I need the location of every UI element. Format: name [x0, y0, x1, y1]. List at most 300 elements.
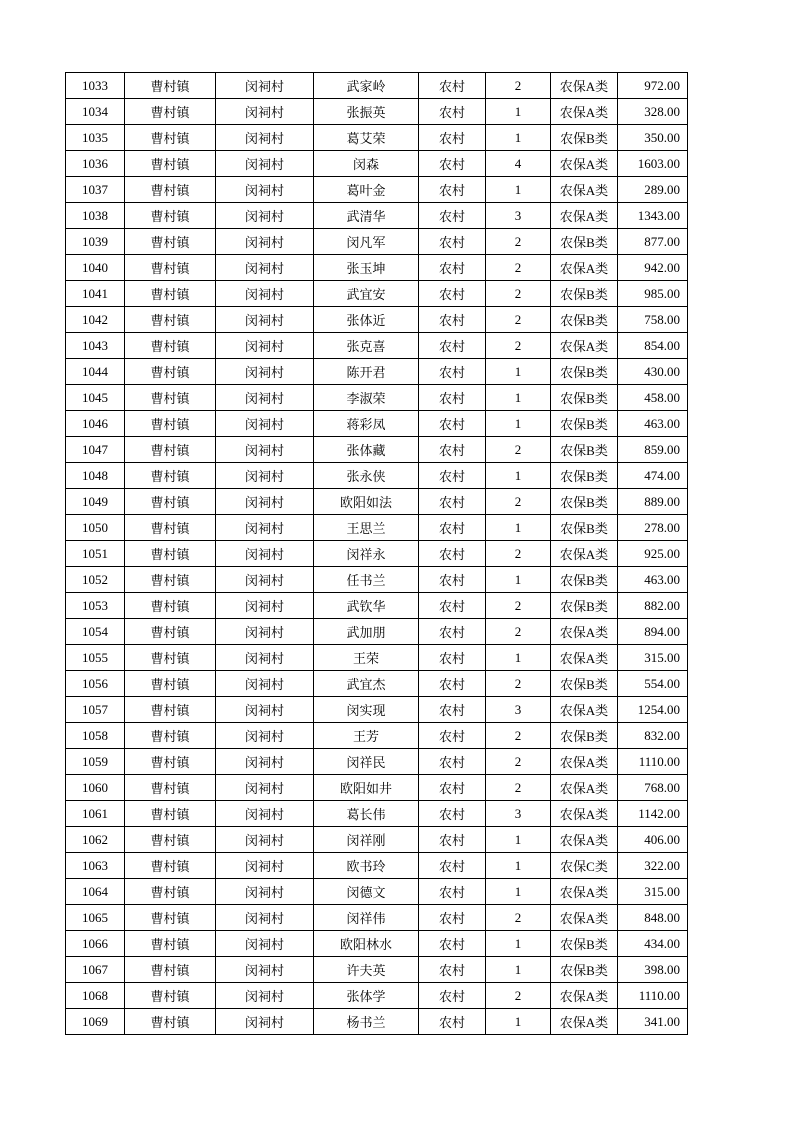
cell-town: 曹村镇: [125, 333, 216, 359]
cell-name: 武清华: [314, 203, 419, 229]
cell-name: 武家岭: [314, 73, 419, 99]
cell-id: 1068: [66, 983, 125, 1009]
table-row: [66, 775, 688, 801]
cell-town: 曹村镇: [125, 281, 216, 307]
cell-village: 闵祠村: [216, 177, 314, 203]
cell-amount: 882.00: [618, 593, 688, 619]
cell-village: 闵祠村: [216, 983, 314, 1009]
table-row: [66, 593, 688, 619]
cell-amount: 972.00: [618, 73, 688, 99]
cell-id: 1051: [66, 541, 125, 567]
cell-town: 曹村镇: [125, 905, 216, 931]
table-row: [66, 645, 688, 671]
cell-town: 曹村镇: [125, 411, 216, 437]
cell-type: 农村: [419, 125, 486, 151]
cell-name: 葛艾荣: [314, 125, 419, 151]
cell-amount: 758.00: [618, 307, 688, 333]
cell-amount: 278.00: [618, 515, 688, 541]
cell-town: 曹村镇: [125, 151, 216, 177]
cell-category: 农保A类: [551, 827, 618, 853]
cell-count: 1: [486, 645, 551, 671]
cell-amount: 985.00: [618, 281, 688, 307]
cell-category: 农保A类: [551, 905, 618, 931]
cell-type: 农村: [419, 385, 486, 411]
cell-count: 1: [486, 411, 551, 437]
table-row: [66, 281, 688, 307]
cell-count: 2: [486, 255, 551, 281]
cell-town: 曹村镇: [125, 593, 216, 619]
cell-count: 2: [486, 281, 551, 307]
table-row: [66, 177, 688, 203]
cell-id: 1045: [66, 385, 125, 411]
cell-category: 农保A类: [551, 99, 618, 125]
cell-id: 1061: [66, 801, 125, 827]
cell-amount: 1142.00: [618, 801, 688, 827]
cell-count: 2: [486, 229, 551, 255]
cell-count: 2: [486, 73, 551, 99]
cell-village: 闵祠村: [216, 359, 314, 385]
table-row: [66, 931, 688, 957]
cell-type: 农村: [419, 905, 486, 931]
cell-id: 1056: [66, 671, 125, 697]
cell-name: 王芳: [314, 723, 419, 749]
cell-id: 1039: [66, 229, 125, 255]
cell-type: 农村: [419, 515, 486, 541]
cell-type: 农村: [419, 99, 486, 125]
cell-town: 曹村镇: [125, 203, 216, 229]
cell-village: 闵祠村: [216, 567, 314, 593]
cell-count: 1: [486, 827, 551, 853]
cell-name: 闵德文: [314, 879, 419, 905]
cell-id: 1054: [66, 619, 125, 645]
cell-town: 曹村镇: [125, 827, 216, 853]
cell-name: 欧阳林水: [314, 931, 419, 957]
table-row: [66, 437, 688, 463]
cell-id: 1043: [66, 333, 125, 359]
cell-village: 闵祠村: [216, 307, 314, 333]
cell-category: 农保B类: [551, 567, 618, 593]
cell-id: 1060: [66, 775, 125, 801]
cell-town: 曹村镇: [125, 697, 216, 723]
cell-count: 1: [486, 567, 551, 593]
cell-village: 闵祠村: [216, 827, 314, 853]
cell-village: 闵祠村: [216, 255, 314, 281]
cell-type: 农村: [419, 255, 486, 281]
cell-amount: 1110.00: [618, 983, 688, 1009]
cell-count: 2: [486, 333, 551, 359]
cell-count: 2: [486, 671, 551, 697]
table-row: [66, 723, 688, 749]
cell-type: 农村: [419, 463, 486, 489]
table-row: [66, 541, 688, 567]
cell-amount: 1254.00: [618, 697, 688, 723]
cell-village: 闵祠村: [216, 99, 314, 125]
cell-id: 1050: [66, 515, 125, 541]
cell-town: 曹村镇: [125, 957, 216, 983]
cell-count: 2: [486, 723, 551, 749]
cell-category: 农保A类: [551, 151, 618, 177]
cell-type: 农村: [419, 151, 486, 177]
cell-type: 农村: [419, 567, 486, 593]
table-row: [66, 853, 688, 879]
cell-name: 陈开君: [314, 359, 419, 385]
cell-name: 张克喜: [314, 333, 419, 359]
cell-name: 欧书玲: [314, 853, 419, 879]
cell-town: 曹村镇: [125, 99, 216, 125]
cell-type: 农村: [419, 827, 486, 853]
cell-village: 闵祠村: [216, 697, 314, 723]
cell-name: 王思兰: [314, 515, 419, 541]
cell-id: 1047: [66, 437, 125, 463]
cell-name: 杨书兰: [314, 1009, 419, 1035]
cell-village: 闵祠村: [216, 645, 314, 671]
cell-village: 闵祠村: [216, 489, 314, 515]
cell-name: 武加朋: [314, 619, 419, 645]
cell-amount: 554.00: [618, 671, 688, 697]
cell-town: 曹村镇: [125, 775, 216, 801]
cell-type: 农村: [419, 697, 486, 723]
cell-category: 农保B类: [551, 437, 618, 463]
cell-type: 农村: [419, 619, 486, 645]
cell-name: 欧阳如井: [314, 775, 419, 801]
cell-count: 1: [486, 957, 551, 983]
cell-count: 1: [486, 125, 551, 151]
cell-amount: 458.00: [618, 385, 688, 411]
cell-category: 农保B类: [551, 593, 618, 619]
cell-name: 张振英: [314, 99, 419, 125]
table-row: [66, 463, 688, 489]
cell-town: 曹村镇: [125, 645, 216, 671]
cell-count: 1: [486, 931, 551, 957]
cell-type: 农村: [419, 541, 486, 567]
cell-count: 2: [486, 619, 551, 645]
cell-name: 欧阳如法: [314, 489, 419, 515]
cell-town: 曹村镇: [125, 437, 216, 463]
cell-amount: 315.00: [618, 645, 688, 671]
cell-category: 农保A类: [551, 619, 618, 645]
cell-amount: 1110.00: [618, 749, 688, 775]
cell-count: 1: [486, 879, 551, 905]
cell-town: 曹村镇: [125, 385, 216, 411]
cell-id: 1049: [66, 489, 125, 515]
cell-amount: 894.00: [618, 619, 688, 645]
cell-category: 农保B类: [551, 723, 618, 749]
table-row: [66, 385, 688, 411]
cell-town: 曹村镇: [125, 73, 216, 99]
cell-id: 1033: [66, 73, 125, 99]
cell-name: 张永侠: [314, 463, 419, 489]
cell-village: 闵祠村: [216, 463, 314, 489]
table-row: [66, 1009, 688, 1035]
cell-category: 农保A类: [551, 203, 618, 229]
cell-count: 4: [486, 151, 551, 177]
cell-town: 曹村镇: [125, 723, 216, 749]
cell-type: 农村: [419, 359, 486, 385]
cell-name: 闵祥民: [314, 749, 419, 775]
cell-village: 闵祠村: [216, 333, 314, 359]
cell-count: 1: [486, 385, 551, 411]
cell-village: 闵祠村: [216, 385, 314, 411]
cell-category: 农保B类: [551, 281, 618, 307]
cell-amount: 406.00: [618, 827, 688, 853]
table-row: [66, 99, 688, 125]
cell-village: 闵祠村: [216, 801, 314, 827]
cell-village: 闵祠村: [216, 151, 314, 177]
cell-village: 闵祠村: [216, 853, 314, 879]
cell-category: 农保B类: [551, 229, 618, 255]
cell-id: 1062: [66, 827, 125, 853]
cell-id: 1063: [66, 853, 125, 879]
cell-category: 农保A类: [551, 255, 618, 281]
cell-count: 2: [486, 307, 551, 333]
table-row: [66, 957, 688, 983]
cell-category: 农保B类: [551, 463, 618, 489]
cell-amount: 889.00: [618, 489, 688, 515]
table-row: [66, 333, 688, 359]
table-row: [66, 905, 688, 931]
table-row: [66, 983, 688, 1009]
cell-id: 1035: [66, 125, 125, 151]
cell-type: 农村: [419, 593, 486, 619]
cell-id: 1038: [66, 203, 125, 229]
cell-village: 闵祠村: [216, 125, 314, 151]
cell-category: 农保A类: [551, 697, 618, 723]
cell-count: 1: [486, 359, 551, 385]
cell-name: 张玉坤: [314, 255, 419, 281]
cell-village: 闵祠村: [216, 723, 314, 749]
cell-amount: 877.00: [618, 229, 688, 255]
cell-id: 1037: [66, 177, 125, 203]
cell-village: 闵祠村: [216, 775, 314, 801]
table-row: [66, 749, 688, 775]
cell-type: 农村: [419, 489, 486, 515]
cell-count: 1: [486, 1009, 551, 1035]
cell-amount: 1343.00: [618, 203, 688, 229]
cell-town: 曹村镇: [125, 983, 216, 1009]
cell-type: 农村: [419, 73, 486, 99]
cell-village: 闵祠村: [216, 437, 314, 463]
cell-category: 农保C类: [551, 853, 618, 879]
table-row: [66, 801, 688, 827]
cell-town: 曹村镇: [125, 177, 216, 203]
cell-count: 1: [486, 515, 551, 541]
cell-name: 王荣: [314, 645, 419, 671]
cell-name: 闵祥伟: [314, 905, 419, 931]
table-row: [66, 125, 688, 151]
cell-town: 曹村镇: [125, 931, 216, 957]
cell-town: 曹村镇: [125, 853, 216, 879]
cell-id: 1040: [66, 255, 125, 281]
cell-town: 曹村镇: [125, 229, 216, 255]
cell-type: 农村: [419, 229, 486, 255]
cell-category: 农保A类: [551, 801, 618, 827]
cell-count: 1: [486, 99, 551, 125]
cell-village: 闵祠村: [216, 203, 314, 229]
cell-count: 1: [486, 463, 551, 489]
cell-amount: 341.00: [618, 1009, 688, 1035]
cell-amount: 463.00: [618, 567, 688, 593]
cell-type: 农村: [419, 203, 486, 229]
cell-category: 农保A类: [551, 1009, 618, 1035]
cell-id: 1059: [66, 749, 125, 775]
table-row: [66, 255, 688, 281]
cell-id: 1036: [66, 151, 125, 177]
cell-count: 3: [486, 697, 551, 723]
cell-town: 曹村镇: [125, 1009, 216, 1035]
cell-town: 曹村镇: [125, 541, 216, 567]
cell-village: 闵祠村: [216, 749, 314, 775]
cell-category: 农保A类: [551, 333, 618, 359]
cell-amount: 328.00: [618, 99, 688, 125]
cell-type: 农村: [419, 333, 486, 359]
cell-count: 3: [486, 801, 551, 827]
cell-id: 1048: [66, 463, 125, 489]
cell-category: 农保A类: [551, 983, 618, 1009]
cell-name: 武宜杰: [314, 671, 419, 697]
cell-village: 闵祠村: [216, 671, 314, 697]
cell-id: 1034: [66, 99, 125, 125]
table-row: [66, 567, 688, 593]
cell-id: 1067: [66, 957, 125, 983]
cell-id: 1064: [66, 879, 125, 905]
cell-village: 闵祠村: [216, 1009, 314, 1035]
table-row: [66, 411, 688, 437]
cell-type: 农村: [419, 983, 486, 1009]
cell-village: 闵祠村: [216, 229, 314, 255]
cell-village: 闵祠村: [216, 541, 314, 567]
cell-id: 1065: [66, 905, 125, 931]
cell-name: 闵凡军: [314, 229, 419, 255]
cell-amount: 925.00: [618, 541, 688, 567]
cell-name: 任书兰: [314, 567, 419, 593]
cell-name: 张体学: [314, 983, 419, 1009]
cell-count: 2: [486, 983, 551, 1009]
cell-category: 农保B类: [551, 385, 618, 411]
cell-id: 1052: [66, 567, 125, 593]
cell-count: 2: [486, 437, 551, 463]
cell-category: 农保A类: [551, 645, 618, 671]
cell-amount: 289.00: [618, 177, 688, 203]
cell-count: 2: [486, 905, 551, 931]
cell-id: 1069: [66, 1009, 125, 1035]
cell-town: 曹村镇: [125, 125, 216, 151]
cell-town: 曹村镇: [125, 619, 216, 645]
cell-category: 农保A类: [551, 775, 618, 801]
cell-count: 3: [486, 203, 551, 229]
cell-id: 1055: [66, 645, 125, 671]
cell-amount: 768.00: [618, 775, 688, 801]
cell-category: 农保B类: [551, 671, 618, 697]
cell-amount: 832.00: [618, 723, 688, 749]
cell-type: 农村: [419, 307, 486, 333]
cell-type: 农村: [419, 411, 486, 437]
cell-category: 农保A类: [551, 177, 618, 203]
cell-town: 曹村镇: [125, 749, 216, 775]
cell-category: 农保B类: [551, 411, 618, 437]
table-row: [66, 671, 688, 697]
cell-count: 2: [486, 489, 551, 515]
cell-amount: 398.00: [618, 957, 688, 983]
cell-type: 农村: [419, 957, 486, 983]
cell-name: 闵祥刚: [314, 827, 419, 853]
cell-village: 闵祠村: [216, 619, 314, 645]
subsidy-table: [65, 72, 688, 1035]
cell-category: 农保B类: [551, 957, 618, 983]
cell-amount: 463.00: [618, 411, 688, 437]
cell-town: 曹村镇: [125, 463, 216, 489]
table-row: [66, 151, 688, 177]
cell-type: 农村: [419, 671, 486, 697]
table-row: [66, 879, 688, 905]
cell-name: 许夫英: [314, 957, 419, 983]
cell-name: 葛叶金: [314, 177, 419, 203]
cell-village: 闵祠村: [216, 593, 314, 619]
table-row: [66, 827, 688, 853]
cell-amount: 350.00: [618, 125, 688, 151]
table-row: [66, 203, 688, 229]
cell-name: 闵实现: [314, 697, 419, 723]
cell-name: 闵祥永: [314, 541, 419, 567]
cell-amount: 434.00: [618, 931, 688, 957]
cell-town: 曹村镇: [125, 879, 216, 905]
cell-type: 农村: [419, 775, 486, 801]
cell-town: 曹村镇: [125, 801, 216, 827]
cell-category: 农保A类: [551, 73, 618, 99]
cell-type: 农村: [419, 853, 486, 879]
subsidy-table-body: [66, 73, 688, 1035]
cell-village: 闵祠村: [216, 515, 314, 541]
cell-name: 张体近: [314, 307, 419, 333]
cell-village: 闵祠村: [216, 931, 314, 957]
cell-count: 2: [486, 775, 551, 801]
cell-amount: 322.00: [618, 853, 688, 879]
cell-category: 农保A类: [551, 541, 618, 567]
cell-amount: 1603.00: [618, 151, 688, 177]
cell-type: 农村: [419, 645, 486, 671]
cell-name: 武钦华: [314, 593, 419, 619]
table-row: [66, 489, 688, 515]
cell-type: 农村: [419, 281, 486, 307]
table-row: [66, 697, 688, 723]
cell-category: 农保B类: [551, 931, 618, 957]
cell-town: 曹村镇: [125, 307, 216, 333]
cell-id: 1044: [66, 359, 125, 385]
cell-id: 1066: [66, 931, 125, 957]
cell-type: 农村: [419, 931, 486, 957]
cell-count: 1: [486, 853, 551, 879]
table-row: [66, 229, 688, 255]
cell-amount: 859.00: [618, 437, 688, 463]
table-row: [66, 359, 688, 385]
cell-id: 1041: [66, 281, 125, 307]
cell-type: 农村: [419, 879, 486, 905]
cell-category: 农保B类: [551, 359, 618, 385]
cell-count: 2: [486, 749, 551, 775]
cell-town: 曹村镇: [125, 515, 216, 541]
cell-id: 1057: [66, 697, 125, 723]
cell-name: 蒋彩凤: [314, 411, 419, 437]
cell-type: 农村: [419, 723, 486, 749]
table-row: [66, 307, 688, 333]
cell-village: 闵祠村: [216, 879, 314, 905]
cell-type: 农村: [419, 437, 486, 463]
table-row: [66, 515, 688, 541]
cell-type: 农村: [419, 801, 486, 827]
cell-village: 闵祠村: [216, 905, 314, 931]
cell-count: 1: [486, 177, 551, 203]
cell-name: 李淑荣: [314, 385, 419, 411]
cell-amount: 848.00: [618, 905, 688, 931]
